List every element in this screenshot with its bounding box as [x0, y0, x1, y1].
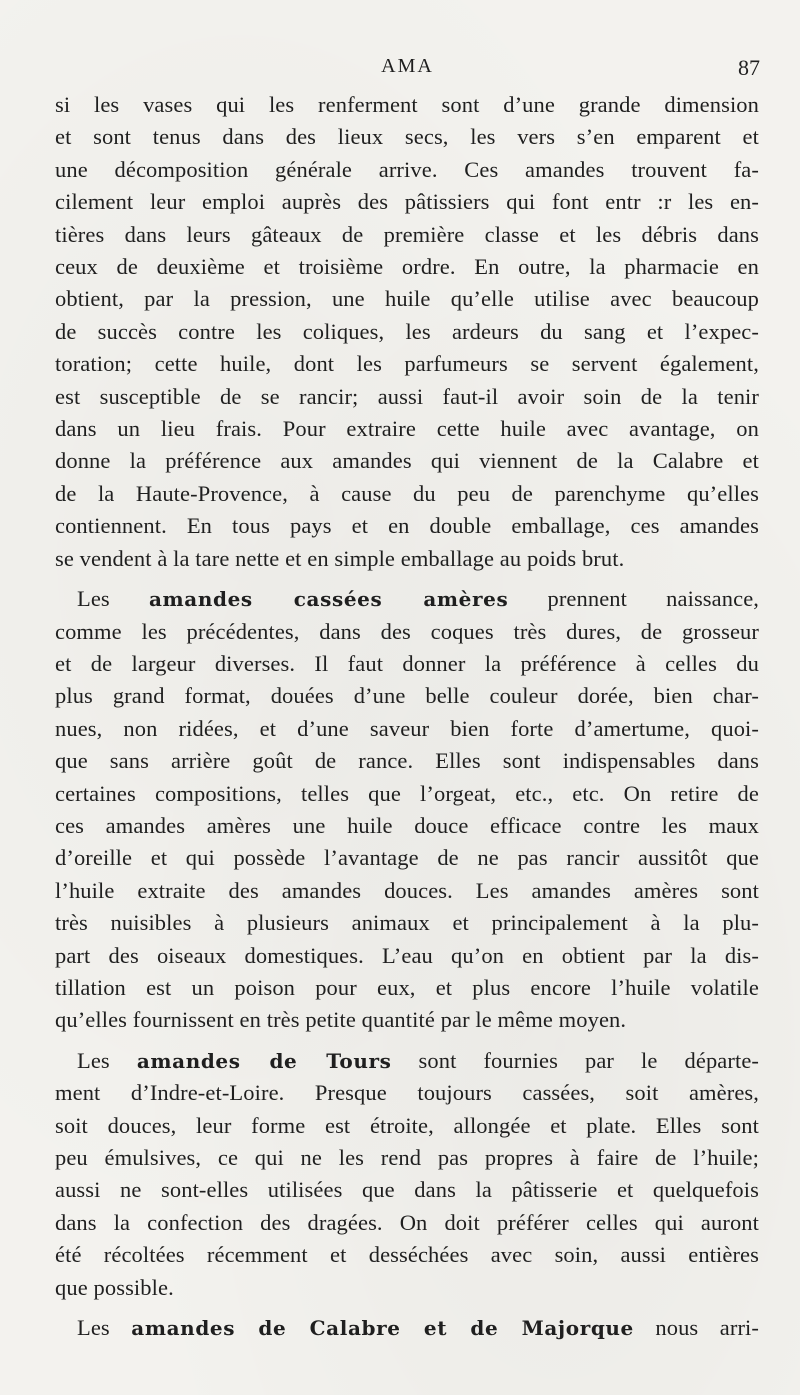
text-line: est susceptible de se rancir; aussi faut-il avoir soin de la tenir: [55, 383, 759, 409]
text-line: que sans arrière goût de rance. Elles sont indispensables dans: [55, 748, 759, 774]
text-line: certaines compositions, telles que l’orgeat, etc., etc. On retire de: [55, 780, 759, 806]
text-line: et de largeur diverses. Il faut donner la préférence à celles du: [55, 650, 759, 676]
text-line: dans la confection des dragées. On doit préférer celles qui auront: [55, 1209, 759, 1235]
text-line: tières dans leurs gâteaux de première classe et les débris dans: [55, 221, 759, 247]
text-line: si les vases qui les renferment sont d’une grande dimension: [55, 92, 759, 117]
text-line: toration; cette huile, dont les parfumeurs se servent également,: [55, 351, 759, 377]
text-line: peu émulsives, ce qui ne les rend pas propres à faire de l’huile;: [55, 1145, 759, 1170]
line-suffix: sont fournies par le départe-: [391, 1047, 759, 1073]
text-line: aussi ne sont-elles utilisées que dans la pâtisserie et quelquefois: [55, 1177, 759, 1203]
text-line: l’huile extraite des amandes douces. Les amandes amères sont: [55, 877, 759, 903]
text-line: [55, 583, 759, 615]
paragraph-amandes-de-tours: [55, 1045, 759, 1304]
text-line: plus grand format, douées d’une belle couleur dorée, bien char-: [55, 683, 759, 709]
entry-term: amandes de Tours: [136, 1048, 392, 1073]
text-line: comme les précédentes, dans des coques très dures, de grosseur: [55, 618, 759, 644]
running-head: AMA: [381, 55, 434, 77]
text-line: part des oiseaux domestiques. L’eau qu’on en obtient par la dis-: [55, 942, 759, 968]
text-line: dans un lieu frais. Pour extraire cette huile avec avantage, on: [55, 416, 759, 442]
text-line: une décomposition générale arrive. Ces amandes trouvent fa-: [55, 156, 759, 182]
body-text: [55, 89, 759, 1344]
text-line: que possible.: [55, 1274, 174, 1300]
text-line: [55, 1312, 759, 1344]
text-line: ces amandes amères une huile douce efficace contre les maux: [55, 812, 759, 838]
text-line: de succès contre les coliques, les ardeurs du sang et l’expec-: [55, 318, 759, 344]
paragraph-continuation: [55, 89, 759, 575]
line-suffix: prennent naissance,: [508, 586, 760, 612]
text-line: ceux de deuxième et troisième ordre. En outre, la pharmacie en: [55, 254, 759, 280]
page-number: 87: [738, 55, 760, 80]
text-line: ment d’Indre-et-Loire. Presque toujours cassées, soit amères,: [55, 1080, 759, 1106]
text-line: qu’elles fournissent en très petite quantité par le même moyen.: [55, 1007, 627, 1033]
text-line: [55, 1045, 759, 1077]
text-line: tillation est un poison pour eux, et plus encore l’huile volatile: [55, 974, 759, 1000]
text-line: nues, non ridées, et d’une saveur bien forte d’amertume, quoi-: [55, 715, 759, 741]
text-line: obtient, par la pression, une huile qu’elle utilise avec beaucoup: [55, 286, 759, 312]
text-line: de la Haute-Provence, à cause du peu de parenchyme qu’elles: [55, 480, 759, 506]
page-header: [55, 55, 760, 85]
text-line: contiennent. En tous pays et en double emballage, ces amandes: [55, 513, 759, 539]
text-line: d’oreille et qui possède l’avantage de ne pas rancir aussitôt que: [55, 845, 759, 871]
entry-term: amandes de Calabre et de Majorque: [131, 1316, 634, 1341]
line-prefix: Les: [77, 1047, 137, 1073]
line-suffix: nous arri-: [633, 1315, 760, 1341]
text-line: très nuisibles à plusieurs animaux et principalement à la plu-: [55, 910, 759, 936]
text-line: se vendent à la tare nette et en simple emballage au poids brut.: [55, 545, 625, 571]
text-line: donne la préférence aux amandes qui viennent de la Calabre et: [55, 448, 759, 474]
paragraph-amandes-de-calabre: [55, 1312, 759, 1344]
text-line: cilement leur emploi auprès des pâtissiers qui font entr :r les en-: [55, 189, 759, 215]
text-line: et sont tenus dans des lieux secs, les vers s’en emparent et: [55, 124, 759, 150]
line-prefix: Les: [77, 586, 149, 612]
paragraph-amandes-cassees-ameres: [55, 583, 759, 1037]
text-line: été récoltées récemment et desséchées avec soin, aussi entières: [55, 1242, 759, 1268]
line-prefix: Les: [77, 1315, 132, 1341]
text-line: soit douces, leur forme est étroite, allongée et plate. Elles sont: [55, 1112, 759, 1138]
entry-term: amandes cassées amères: [148, 587, 509, 612]
